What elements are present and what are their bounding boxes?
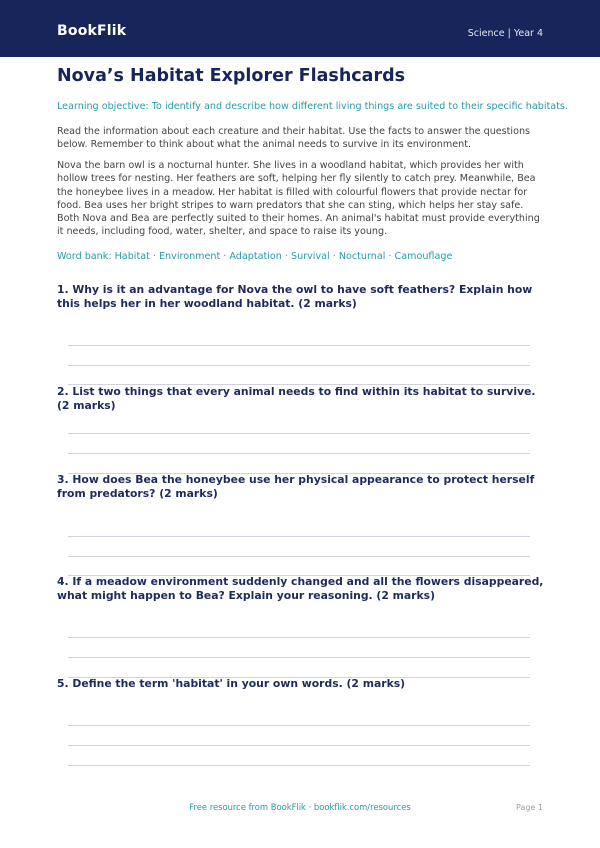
answer-line[interactable] xyxy=(68,556,530,557)
answer-line[interactable] xyxy=(68,453,530,454)
answer-line[interactable] xyxy=(68,765,530,766)
word-bank: Word bank: Habitat · Environment · Adaptation · Survival · Nocturnal · Camouflage xyxy=(57,251,453,262)
page-header xyxy=(0,0,600,57)
question-5: 5. Define the term 'habitat' in your own words. (2 marks) xyxy=(57,677,406,690)
answer-line[interactable] xyxy=(68,637,530,638)
page-title: Nova’s Habitat Explorer Flashcards xyxy=(57,66,406,86)
answer-line[interactable] xyxy=(68,725,530,726)
answer-line[interactable] xyxy=(68,657,530,658)
answer-line[interactable] xyxy=(68,345,530,346)
learning-objective: Learning objective: To identify and describe how different living things are suited to their specific habitats. xyxy=(57,101,568,112)
answer-line[interactable] xyxy=(68,365,530,366)
question-4: 4. If a meadow environment suddenly changed and all the flowers disappeared, what might happen to Bea? Explain your reasoning. (2 marks) xyxy=(57,575,544,602)
reading-passage: Nova the barn owl is a nocturnal hunter. She lives in a woodland habitat, which provides her with hollow trees for nesting. Her feathers are soft, helping her fly silently to catch prey. Meanwhile, Bea the honeybee lives in a meadow. Her habitat is filled with colourful flowers that provide nectar for food. Bea uses her bright stripes to warn predators that she can sting, which helps her stay safe. Both Nova and Bea are perfectly suited to their homes. An animal's habitat must provide everything it needs, including food, water, shelter, and space to raise its young. xyxy=(57,160,540,238)
question-3: 3. How does Bea the honeybee use her physical appearance to protect herself from predators? (2 marks) xyxy=(57,473,535,500)
subject-year-label: Science | Year 4 xyxy=(467,28,543,39)
question-1: 1. Why is it an advantage for Nova the owl to have soft feathers? Explain how this helps her in her woodland habitat. (2 marks) xyxy=(57,283,533,310)
question-2: 2. List two things that every animal needs to find within its habitat to survive. (2 marks) xyxy=(57,385,536,412)
answer-line[interactable] xyxy=(68,745,530,746)
answer-line[interactable] xyxy=(68,536,530,537)
instructions-paragraph: Read the information about each creature and their habitat. Use the facts to answer the questions below. Remember to think about what the animal needs to survive in its environment. xyxy=(57,126,531,151)
brand-logo-text: BookFlik xyxy=(57,23,127,39)
footer-resource-link[interactable]: Free resource from BookFlik · bookflik.com/resources xyxy=(189,802,411,812)
page-number: Page 1 xyxy=(516,803,543,812)
answer-line[interactable] xyxy=(68,433,530,434)
